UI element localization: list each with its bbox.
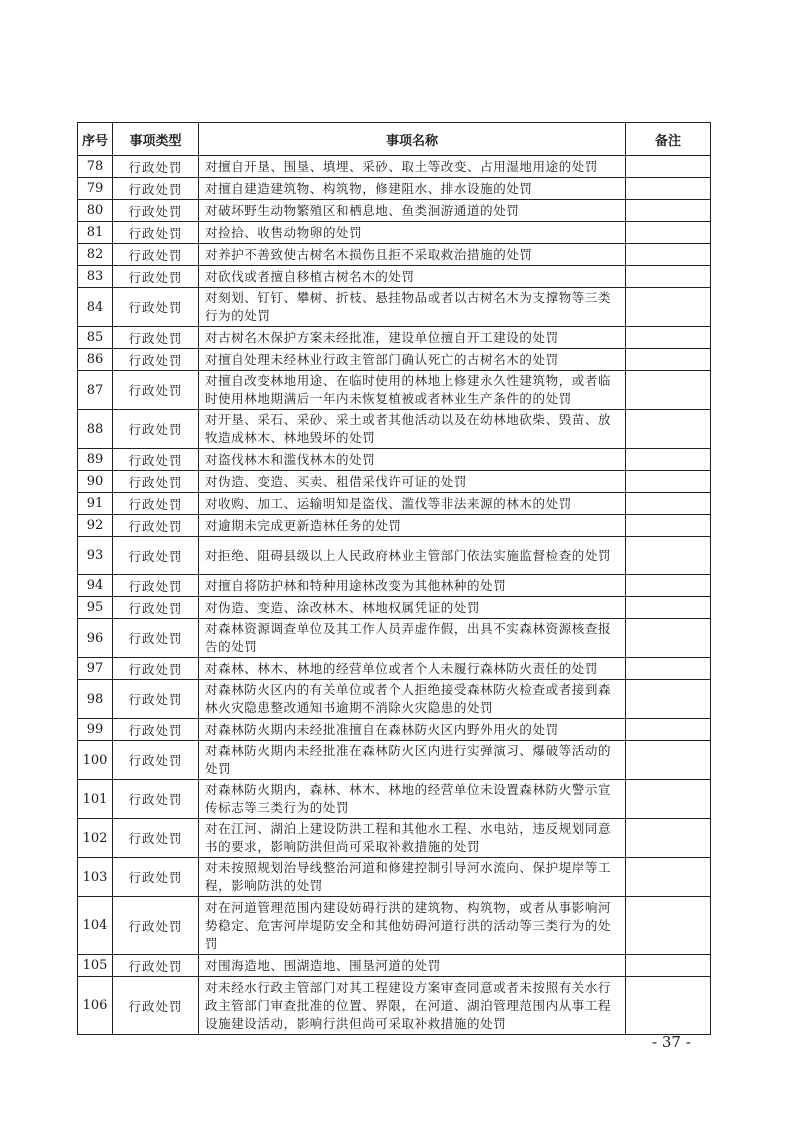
row-number: 97: [78, 658, 113, 680]
row-name: 对未经水行政主管部门对其工程建设方案审查同意或者未按照有关水行政主管部门审查批准的位置、界限，在河道、湖泊管理范围内从事工程设施建设活动，影响行洪但尚可采取补救措施的处罚: [199, 977, 626, 1035]
header-no: 序号: [78, 123, 113, 156]
table-row: [78, 222, 711, 244]
row-type: 行政处罚: [113, 858, 199, 897]
row-name: 对古树名木保护方案未经批准，建设单位擅自开工建设的处罚: [199, 327, 626, 349]
row-note: [626, 178, 711, 200]
row-name: 对在河道管理范围内建设妨碍行洪的建筑物、构筑物，或者从事影响河势稳定、危害河岸堤防安全和其他妨碍河道行洪的活动等三类行为的处罚: [199, 897, 626, 955]
row-type: 行政处罚: [113, 410, 199, 449]
header-type: 事项类型: [113, 123, 199, 156]
row-type: 行政处罚: [113, 680, 199, 719]
row-type: 行政处罚: [113, 471, 199, 493]
row-type: 行政处罚: [113, 597, 199, 619]
table-row: [78, 955, 711, 977]
row-number: 90: [78, 471, 113, 493]
row-number: 94: [78, 575, 113, 597]
row-note: [626, 719, 711, 741]
table-header-row: [78, 123, 711, 156]
header-note: 备注: [626, 123, 711, 156]
table-row: [78, 327, 711, 349]
table-row: [78, 449, 711, 471]
row-type: 行政处罚: [113, 955, 199, 977]
row-number: 98: [78, 680, 113, 719]
table-row: [78, 288, 711, 327]
row-number: 102: [78, 819, 113, 858]
row-type: 行政处罚: [113, 780, 199, 819]
row-type: 行政处罚: [113, 493, 199, 515]
row-type: 行政处罚: [113, 349, 199, 371]
row-type: 行政处罚: [113, 222, 199, 244]
table-row: [78, 156, 711, 178]
row-note: [626, 288, 711, 327]
row-name: 对森林防火期内，森林、林木、林地的经营单位未设置森林防火警示宣传标志等三类行为的处罚: [199, 780, 626, 819]
row-name: 对擅自开垦、围垦、填埋、采砂、取土等改变、占用湿地用途的处罚: [199, 156, 626, 178]
row-number: 89: [78, 449, 113, 471]
table-row: [78, 178, 711, 200]
row-number: 100: [78, 741, 113, 780]
row-number: 93: [78, 537, 113, 575]
row-type: 行政处罚: [113, 288, 199, 327]
row-type: 行政处罚: [113, 327, 199, 349]
row-note: [626, 597, 711, 619]
table-row: [78, 537, 711, 575]
row-number: 83: [78, 266, 113, 288]
table-row: [78, 410, 711, 449]
row-number: 82: [78, 244, 113, 266]
row-name: 对森林资源调查单位及其工作人员弄虚作假，出具不实森林资源核查报告的处罚: [199, 619, 626, 658]
row-note: [626, 897, 711, 955]
row-type: 行政处罚: [113, 449, 199, 471]
row-name: 对收购、加工、运输明知是盗伐、滥伐等非法来源的林木的处罚: [199, 493, 626, 515]
row-type: 行政处罚: [113, 977, 199, 1035]
row-note: [626, 955, 711, 977]
row-note: [626, 858, 711, 897]
table-row: [78, 244, 711, 266]
row-number: 80: [78, 200, 113, 222]
row-number: 103: [78, 858, 113, 897]
row-note: [626, 537, 711, 575]
row-name: 对破坏野生动物繁殖区和栖息地、鱼类洄游通道的处罚: [199, 200, 626, 222]
row-name: 对森林防火区内的有关单位或者个人拒绝接受森林防火检查或者接到森林火灾隐患整改通知书逾期不消除火灾隐患的处罚: [199, 680, 626, 719]
row-name: 对刻划、钉钉、攀树、折枝、悬挂物品或者以古树名木为支撑物等三类行为的处罚: [199, 288, 626, 327]
row-type: 行政处罚: [113, 266, 199, 288]
row-note: [626, 575, 711, 597]
row-name: 对森林、林木、林地的经营单位或者个人未履行森林防火责任的处罚: [199, 658, 626, 680]
row-number: 91: [78, 493, 113, 515]
table-row: [78, 977, 711, 1035]
page-number: - 37 -: [652, 1033, 691, 1051]
row-note: [626, 515, 711, 537]
table-row: [78, 819, 711, 858]
table-row: [78, 741, 711, 780]
row-name: 对伪造、变造、买卖、租借采伐许可证的处罚: [199, 471, 626, 493]
row-name: 对擅自建造建筑物、构筑物，修建阻水、排水设施的处罚: [199, 178, 626, 200]
table-row: [78, 371, 711, 410]
row-name: 对围海造地、围湖造地、围垦河道的处罚: [199, 955, 626, 977]
table-row: [78, 597, 711, 619]
table-row: [78, 719, 711, 741]
row-note: [626, 471, 711, 493]
row-number: 87: [78, 371, 113, 410]
row-type: 行政处罚: [113, 515, 199, 537]
row-type: 行政处罚: [113, 719, 199, 741]
row-note: [626, 222, 711, 244]
row-note: [626, 327, 711, 349]
row-name: 对擅自将防护林和特种用途林改变为其他林种的处罚: [199, 575, 626, 597]
row-note: [626, 244, 711, 266]
row-number: 88: [78, 410, 113, 449]
row-name: 对拒绝、阻碍县级以上人民政府林业主管部门依法实施监督检查的处罚: [199, 537, 626, 575]
row-note: [626, 266, 711, 288]
row-name: 对擅自处理未经林业行政主管部门确认死亡的古树名木的处罚: [199, 349, 626, 371]
row-number: 86: [78, 349, 113, 371]
table-row: [78, 780, 711, 819]
row-type: 行政处罚: [113, 819, 199, 858]
table-row: [78, 515, 711, 537]
row-note: [626, 200, 711, 222]
header-name: 事项名称: [199, 123, 626, 156]
table-row: [78, 858, 711, 897]
table-row: [78, 658, 711, 680]
row-note: [626, 680, 711, 719]
row-number: 101: [78, 780, 113, 819]
table-row: [78, 200, 711, 222]
row-name: 对在江河、湖泊上建设防洪工程和其他水工程、水电站，违反规划同意书的要求，影响防洪但尚可采取补救措施的处罚: [199, 819, 626, 858]
row-note: [626, 741, 711, 780]
row-type: 行政处罚: [113, 178, 199, 200]
row-type: 行政处罚: [113, 244, 199, 266]
row-number: 95: [78, 597, 113, 619]
row-number: 79: [78, 178, 113, 200]
table-row: [78, 266, 711, 288]
row-note: [626, 371, 711, 410]
row-note: [626, 410, 711, 449]
row-number: 104: [78, 897, 113, 955]
row-number: 84: [78, 288, 113, 327]
table-row: [78, 349, 711, 371]
row-note: [626, 619, 711, 658]
table-row: [78, 619, 711, 658]
row-note: [626, 977, 711, 1035]
row-name: 对伪造、变造、涂改林木、林地权属凭证的处罚: [199, 597, 626, 619]
table-row: [78, 493, 711, 515]
row-type: 行政处罚: [113, 897, 199, 955]
row-type: 行政处罚: [113, 537, 199, 575]
table-row: [78, 575, 711, 597]
row-note: [626, 493, 711, 515]
row-note: [626, 658, 711, 680]
row-name: 对开垦、采石、采砂、采土或者其他活动以及在幼林地砍柴、毁苗、放牧造成林木、林地毁坏的处罚: [199, 410, 626, 449]
row-number: 81: [78, 222, 113, 244]
row-number: 105: [78, 955, 113, 977]
row-note: [626, 780, 711, 819]
matters-table: [77, 122, 711, 1035]
row-name: 对捡拾、收售动物卵的处罚: [199, 222, 626, 244]
row-note: [626, 449, 711, 471]
row-type: 行政处罚: [113, 371, 199, 410]
row-note: [626, 349, 711, 371]
row-name: 对逾期未完成更新造林任务的处罚: [199, 515, 626, 537]
row-type: 行政处罚: [113, 741, 199, 780]
row-name: 对擅自改变林地用途、在临时使用的林地上修建永久性建筑物，或者临时使用林地期满后一年内未恢复植被或者林业生产条件的的处罚: [199, 371, 626, 410]
row-type: 行政处罚: [113, 658, 199, 680]
table-body: [78, 156, 711, 1035]
table-row: [78, 897, 711, 955]
row-name: 对砍伐或者擅自移植古树名木的处罚: [199, 266, 626, 288]
row-number: 106: [78, 977, 113, 1035]
row-name: 对森林防火期内未经批准在森林防火区内进行实弹演习、爆破等活动的处罚: [199, 741, 626, 780]
row-type: 行政处罚: [113, 575, 199, 597]
row-number: 99: [78, 719, 113, 741]
row-name: 对盗伐林木和滥伐林木的处罚: [199, 449, 626, 471]
row-name: 对未按照规划治导线整治河道和修建控制引导河水流向、保护堤岸等工程，影响防洪的处罚: [199, 858, 626, 897]
row-type: 行政处罚: [113, 156, 199, 178]
row-type: 行政处罚: [113, 619, 199, 658]
row-number: 96: [78, 619, 113, 658]
row-number: 85: [78, 327, 113, 349]
row-name: 对森林防火期内未经批准擅自在森林防火区内野外用火的处罚: [199, 719, 626, 741]
table-row: [78, 471, 711, 493]
row-note: [626, 156, 711, 178]
row-note: [626, 819, 711, 858]
row-number: 92: [78, 515, 113, 537]
table-row: [78, 680, 711, 719]
row-type: 行政处罚: [113, 200, 199, 222]
row-name: 对养护不善致使古树名木损伤且拒不采取救治措施的处罚: [199, 244, 626, 266]
row-number: 78: [78, 156, 113, 178]
